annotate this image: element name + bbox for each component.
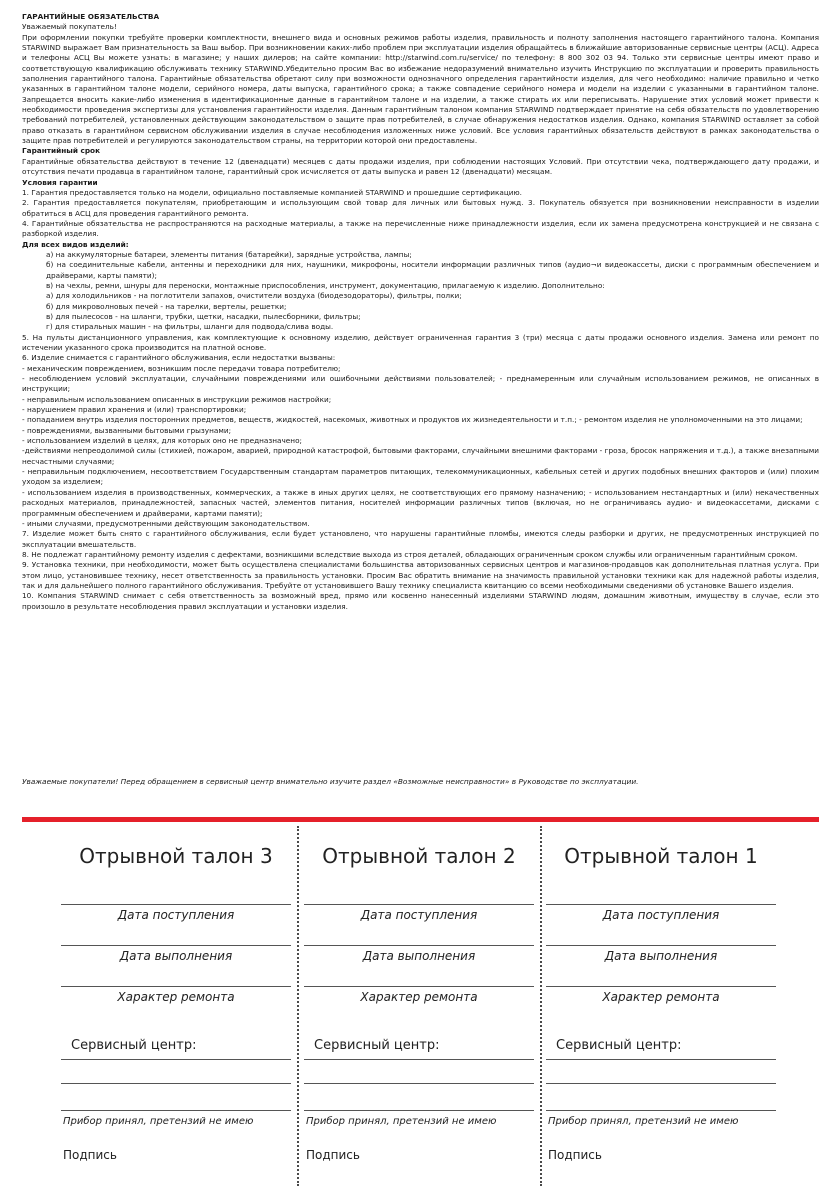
- defect-3: - неправильным использованием описанных в инструкции режимов настройки;: [22, 394, 332, 404]
- date-done-label: Дата выполнения: [362, 949, 476, 963]
- exclusion-v2: в) для пылесосов - на шланги, трубки, щетки, насадки, пылесборники, фильтры;: [46, 311, 361, 321]
- date-in-label: Дата поступления: [602, 908, 720, 922]
- repair-label: Характер ремонта: [602, 990, 720, 1004]
- field-line: [546, 1110, 776, 1111]
- accepted-label: Прибор принял, претензий не имею: [63, 1116, 254, 1127]
- exclusion-b: б) на соединительные кабели, антенны и переходники для них, наушники, микрофоны, носители информации различных типов (аудио¬и видеокассеты, диски с программным обеспечением и драйверами, карты памяти);: [46, 260, 819, 280]
- coupon-3: [61, 826, 291, 1186]
- defect-7: - использованием изделий в целях, для которых оно не предназначено;: [22, 436, 302, 446]
- field-line: [304, 945, 534, 946]
- condition-8: 8. Не подлежат гарантийному ремонту изделия с дефектами, возникшими вследствие выхода из строя деталей, обладающих ограниченным сроком службы или ограниченным гарантийным сроком.: [22, 549, 798, 559]
- service-center-label: Сервисный центр:: [71, 1038, 197, 1053]
- defect-2: - несоблюдением условий эксплуатации, случайными повреждениями или ошибочными действиями пользователей; - преднамеренным или случайным использованием режимов, не описанных в инструкции;: [22, 374, 819, 394]
- condition-1: 1. Гарантия предоставляется только на модели, официально поставляемые компанией STARWIND и прошедшие сертификацию.: [22, 187, 523, 197]
- condition-9: 9. Установка техники, при необходимости, может быть осуществлена специалистами большинства авторизованных сервисных центров и магазинов-продавцов как дополнительная платная услуга. При этом лицо, установившее технику, несет ответственность за правильность установки. Просим Вас обратить внимание на значимость правильной установки техники как для надежной работы изделия, так и для дальнейшего полного гарантийного обслуживания. Требуйте от установившего Вашу технику специалиста квитанцию со всеми необходимыми сведениями об установке Вашего изделия.: [22, 560, 819, 590]
- defect-9: - неправильным подключением, несоответствием Государственным стандартам параметров питающих, телекоммуникационных, кабельных сетей и других подобных внешних факторов и (или) плохим уходом за изделием;: [22, 467, 819, 487]
- exclusion-a2: а) для холодильников - на поглотители запахов, очистители воздуха (биодезодораторы), фильтры, полки;: [46, 291, 462, 301]
- condition-10: 10. Компания STARWIND снимает с себя ответственность за возможный вред, прямо или косвенно нанесенный изделиями STARWIND людям, домашним животным, имуществу в случае, если это произошло в результате несоблюдения правил эксплуатации и установки изделия.: [22, 591, 819, 611]
- tear-line-1: [297, 826, 299, 1186]
- date-done-label: Дата выполнения: [604, 949, 718, 963]
- tear-line-2: [540, 826, 542, 1186]
- conditions-title: Условия гарантии: [22, 177, 98, 187]
- intro-paragraph: При оформлении покупки требуйте проверки комплектности, внешнего вида и основных режимов работы изделия, правильность и полноту заполнения настоящего гарантийного талона. Компания STARWIND выражает Вам признательность за Ваш выбор. При возникновении каких-либо проблем при эксплуатации изделия обращайтесь в ближайшие авторизованные сервисные центры (АСЦ). Адреса и телефоны АСЦ Вы можете узнать: в магазине; у наших дилеров; на сайте компании: http://starwind.com.ru/service/ по телефону: 8 800 302 03 94. Только эти сервисные центры имеют право и соответствующую квалификацию обслуживать технику STARWIND.Убедительно просим Вас во избежание недоразумений внимательно изучить Инструкцию по эксплуатации и проверить правильность заполнения гарантийного талона. Гарантийные обязательства обретают силу при возможности однозначного определения гарантийности изделия, для чего необходимо: наличие правильно и четко указанных в гарантийном талоне модели, серийного номера, даты выпуска, гарантийного срока; а также совпадение серийного номера и модели на изделии с указанными в гарантийном талоне. Запрещается вносить какие-либо изменения в идентификационные данные в гарантийном талоне и на изделии, а также стирать их или переписывать. Нарушение этих условий может привести к необходимости проведения экспертизы для установления гарантийности изделия. Данным гарантийным талоном компания STARWIND подтверждает принятие на себя обязательств по удовлетворению требований потребителей, установленных действующим законодательством о защите прав потребителей, в случае обнаружения недостатков изделия. Однако, компания STARWIND оставляет за собой право отказать в гарантийном сервисном обслуживании изделия в случае несоблюдения изложенных ниже условий. Все условия гарантийных обязательств действуют в рамках законодательства о защите прав потребителей и регулируются законодательством страны, на территории которой они предоставлены.: [22, 32, 819, 146]
- repair-label: Характер ремонта: [117, 990, 235, 1004]
- service-center-label: Сервисный центр:: [556, 1038, 682, 1053]
- field-line: [61, 945, 291, 946]
- exclusion-g2: г) для стиральных машин - на фильтры, шланги для подвода/слива воды.: [46, 322, 334, 332]
- warranty-title: ГАРАНТИЙНЫЕ ОБЯЗАТЕЛЬСТВА: [22, 12, 160, 21]
- coupon-title: Отрывной талон 1: [564, 844, 758, 868]
- coupon-1: [546, 826, 776, 1186]
- field-line: [304, 986, 534, 987]
- condition-4: 4. Гарантийные обязательства не распространяются на расходные материалы, а также на перечисленные ниже принадлежности изделия, если их замена предусмотрена конструкцией и не связана с разборкой изделия.: [22, 218, 819, 239]
- term-title: Гарантийный срок: [22, 146, 101, 156]
- field-line: [546, 1059, 776, 1060]
- defect-11: - иными случаями, предусмотренными действующим законодательством.: [22, 518, 310, 528]
- condition-5: 5. На пульты дистанционного управления, как комплектующие к основному изделию, действует ограниченная гарантия 3 (три) месяца с даты продажи основного изделия. Замена или ремонт по истечении указанного срока производится на платной основе.: [22, 332, 819, 352]
- condition-7: 7. Изделие может быть снято с гарантийного обслуживания, если будет установлено, что нарушены гарантийные пломбы, имеются следы разборки и других, не предусмотренных инструкцией по эксплуатации вмешательств.: [22, 529, 819, 549]
- condition-6: 6. Изделие снимается с гарантийного обслуживания, если недостатки вызваны:: [22, 353, 336, 363]
- field-line: [304, 1110, 534, 1111]
- defect-4: - нарушением правил хранения и (или) транспортировки;: [22, 405, 247, 415]
- signature-label: Подпись: [63, 1148, 117, 1162]
- field-line: [546, 945, 776, 946]
- date-done-label: Дата выполнения: [119, 949, 233, 963]
- defect-5: - попаданием внутрь изделия посторонних предметов, веществ, жидкостей, насекомых, животных и продуктов их жизнедеятельности и т.п.; - ремонтом изделия не уполномоченными на это лицами;: [22, 415, 803, 425]
- field-line: [61, 986, 291, 987]
- term-paragraph: Гарантийные обязательства действуют в течение 12 (двенадцати) месяцев с даты продажи изделия, при соблюдении настоящих Условий. При отсутствии чека, подтверждающего дату продажи, и отсутствия печати продавца в гарантийном талоне, гарантийный срок исчисляется от даты выпуска и равен 12 (двенадцати) месяцам.: [22, 156, 819, 177]
- signature-label: Подпись: [306, 1148, 360, 1162]
- date-in-label: Дата поступления: [117, 908, 235, 922]
- field-line: [61, 1083, 291, 1084]
- exclusion-v: в) на чехлы, ремни, шнуры для переноски, монтажные приспособления, инструмент, документацию, прилагаемую к изделию. Дополнительно:: [46, 280, 605, 290]
- red-separator: [22, 817, 819, 822]
- defect-10: - использованием изделия в производственных, коммерческих, а также в иных других целях, не соответствующих его прямому назначению; - использованием нестандартных и (или) некачественных расходных материалов, принадлежностей, запасных частей, элементов питания, носителей информации различных типов (включая, но не ограничиваясь аудио- и видеокассетами, дисками с программным обеспечением и драйверами, картами памяти);: [22, 487, 819, 518]
- date-in-label: Дата поступления: [360, 908, 478, 922]
- all-products-title: Для всех видов изделий:: [22, 239, 129, 249]
- exclusion-a: а) на аккумуляторные батареи, элементы питания (батарейки), зарядные устройства, лампы;: [46, 249, 412, 259]
- exclusion-b2: б) для микроволновых печей - на тарелки, вертелы, решетки;: [46, 301, 287, 311]
- coupon-title: Отрывной талон 3: [79, 844, 273, 868]
- field-line: [61, 904, 291, 905]
- warranty-text: [22, 12, 819, 612]
- defect-6: - повреждениями, вызванными бытовыми грызунами;: [22, 425, 232, 435]
- coupon-2: [304, 826, 534, 1186]
- signature-label: Подпись: [548, 1148, 602, 1162]
- field-line: [546, 986, 776, 987]
- accepted-label: Прибор принял, претензий не имею: [548, 1116, 739, 1127]
- coupon-title: Отрывной талон 2: [322, 844, 516, 868]
- repair-label: Характер ремонта: [360, 990, 478, 1004]
- accepted-label: Прибор принял, претензий не имею: [306, 1116, 497, 1127]
- field-line: [304, 1059, 534, 1060]
- field-line: [546, 1083, 776, 1084]
- field-line: [304, 1083, 534, 1084]
- service-note: Уважаемые покупатели! Перед обращением в сервисный центр внимательно изучите раздел «Возможные неисправности» в Руководстве по эксплуатации.: [22, 777, 639, 786]
- field-line: [61, 1110, 291, 1111]
- service-center-label: Сервисный центр:: [314, 1038, 440, 1053]
- greeting: Уважаемый покупатель!: [22, 22, 117, 32]
- defect-1: - механическим повреждением, возникшим после передачи товара потребителю;: [22, 363, 341, 373]
- field-line: [304, 904, 534, 905]
- condition-2: 2. Гарантия предоставляется покупателям, приобретающим и использующим свой товар для личных или бытовых нужд. 3. Покупатель обязуется при возникновении неисправности в изделии обратиться в АСЦ для проведения гарантийного ремонта.: [22, 198, 819, 218]
- defect-8: -действиями непреодолимой силы (стихией, пожаром, аварией, природной катастрофой, бытовыми факторами, случайными внешними факторами - гроза, бросок напряжения и т.д.), а также внезапными несчастными случаями;: [22, 446, 819, 466]
- field-line: [61, 1059, 291, 1060]
- field-line: [546, 904, 776, 905]
